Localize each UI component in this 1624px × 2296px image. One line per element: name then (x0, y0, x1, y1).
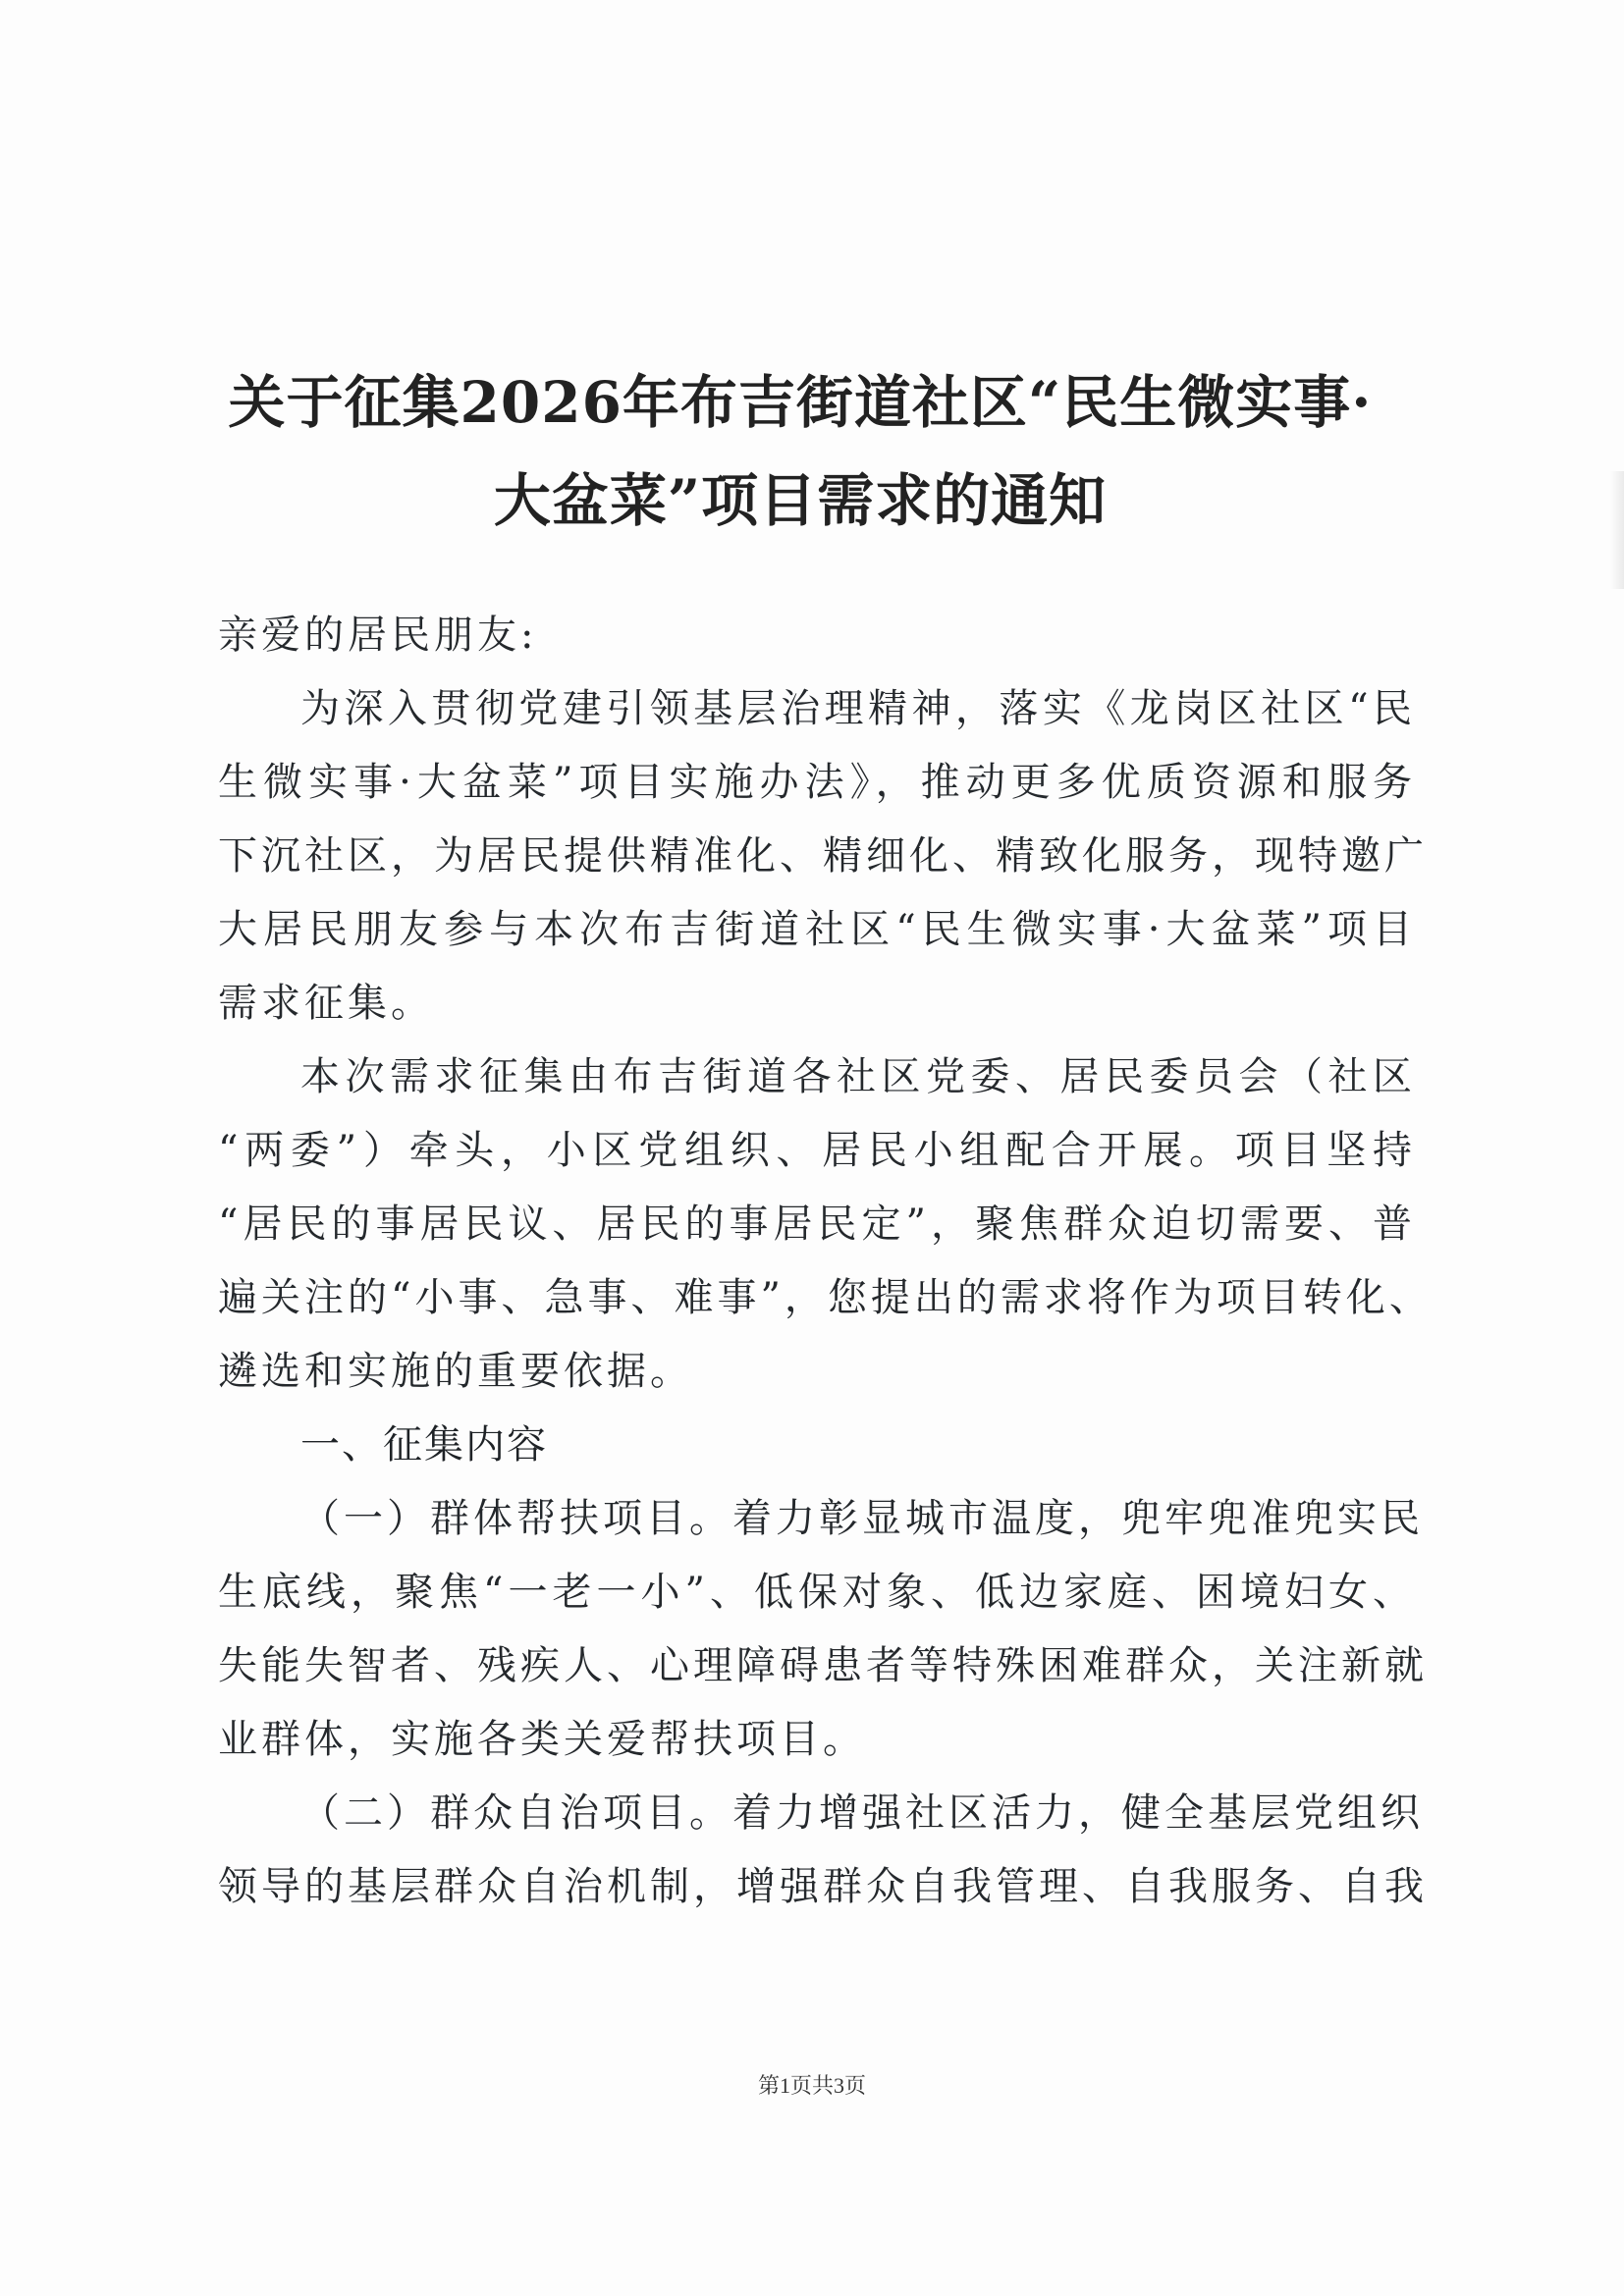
paragraph-line: 生微实事·大盆菜”项目实施办法》，推动更多优质资源和服务 (218, 760, 1416, 805)
paragraph-intro (218, 672, 1428, 1041)
paragraph-line: （二）群众自治项目。着力增强社区活力，健全基层党组织 (300, 1790, 1424, 1836)
section-heading: 一、征集内容 (300, 1422, 548, 1468)
salutation: 亲爱的居民朋友: (218, 613, 538, 658)
paragraph-line: 大居民朋友参与本次布吉街道社区“民生微实事·大盆菜”项目 (218, 907, 1416, 952)
paragraph-line: 遴选和实施的重要依据。 (218, 1349, 693, 1394)
paragraph-line: “两委”）牵头，小区党组织、居民小组配合开展。项目坚持 (218, 1128, 1416, 1173)
paragraph-line: 为深入贯彻党建引领基层治理精神，落实《龙岗区社区“民 (300, 686, 1416, 731)
title-line: 关于征集2026年布吉街道社区“民生微实事· (228, 369, 1373, 436)
paragraph-line: 需求征集。 (218, 981, 434, 1026)
paragraph-line: 领导的基层群众自治机制，增强群众自我管理、自我服务、自我 (218, 1864, 1428, 1909)
paragraph-line: 失能失智者、残疾人、心理障碍患者等特殊困难群众，关注新就 (218, 1643, 1428, 1688)
document-body (218, 599, 1433, 1924)
document-title (196, 353, 1404, 550)
paragraph-line: 生底线，聚焦“一老一小”、低保对象、低边家庭、困境妇女、 (218, 1570, 1416, 1615)
paragraph-line: 下沉社区，为居民提供精准化、精细化、精致化服务，现特邀广 (218, 833, 1428, 879)
paragraph-line: （一）群体帮扶项目。着力彰显城市温度，兜牢兜准兜实民 (300, 1496, 1424, 1541)
paragraph-organization (218, 1041, 1433, 1409)
title-line: 大盆菜”项目需求的通知 (493, 467, 1108, 534)
item-self-governance (218, 1777, 1428, 1924)
item-group-assistance (218, 1482, 1428, 1777)
paragraph-line: “居民的事居民议、居民的事居民定”，聚焦群众迫切需要、普 (218, 1201, 1416, 1247)
paragraph-line: 遍关注的“小事、急事、难事”，您提出的需求将作为项目转化、 (218, 1275, 1433, 1320)
paragraph-line: 本次需求征集由布吉街道各社区党委、居民委员会（社区 (300, 1054, 1416, 1099)
scan-edge-shadow (1610, 471, 1624, 589)
paragraph-line: 业群体，实施各类关爱帮扶项目。 (218, 1717, 866, 1762)
page-number: 第1页共3页 (757, 2073, 866, 2098)
